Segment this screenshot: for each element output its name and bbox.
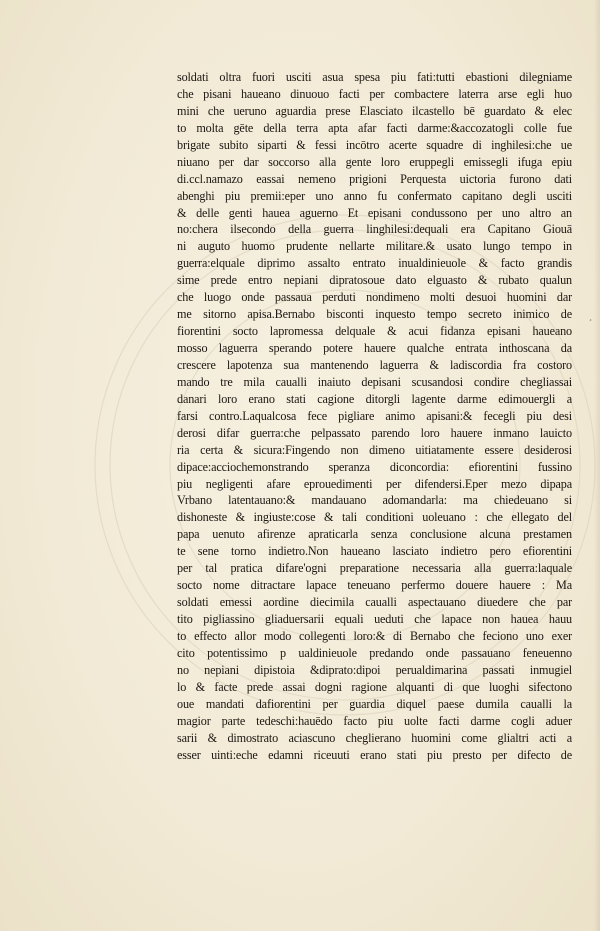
text-line: abenghi piu premii:eper uno anno fu confermato capitano degli usciti bbox=[177, 188, 572, 203]
text-line: papa uenuto afirenze apraticarla senza conclusione alcuna prestamen bbox=[177, 527, 572, 542]
text-line: sarii & dimostrato aciascuno cheglierano huomini come glialtri acti a bbox=[177, 730, 572, 745]
text-line: derosi difar guerra:che pelpassato parendo loro hauere inmano lauicto bbox=[177, 425, 572, 440]
text-line: crescere lapotenza sua mantenendo laguerra & ladiscordia fra costoro bbox=[177, 357, 572, 372]
text-line: magior parte tedeschi:hauēdo facto piu uolte facti darme cogli aduer bbox=[177, 713, 572, 728]
text-line: sime prede entro nepiani dipratosoue dato elguasto & rubato qualun bbox=[177, 273, 572, 288]
text-line: per tal pratica difare'ogni preparatione necessaria alla guerra:laquale bbox=[177, 561, 572, 576]
text-line: oue mandati dafiorentini per guardia diquel paese dumila caualli la bbox=[177, 696, 572, 711]
text-line: mini che ueruno aguardia prese Elasciato ilcastello bē guardato & elec bbox=[177, 103, 572, 118]
text-line: cito potentissimo p ualdinieuole predando onde passauano feneuenno bbox=[177, 645, 572, 660]
text-line: di.ccl.namazo eassai nemeno prigioni Perquesta uictoria furono dati bbox=[177, 171, 572, 186]
text-line: brigate subito siparti & fessi incōtro acerte squadre di inghilesi:che ue bbox=[177, 137, 572, 152]
text-column bbox=[177, 69, 572, 763]
text-line: socto nome ditractare lapace teneuano perfermo douere hauere : Ma bbox=[177, 578, 572, 593]
text-line: fiorentini socto lapromessa delquale & acui fidanza episani haueano bbox=[177, 324, 572, 339]
text-line: niuano per dar soccorso alla gente loro eruppegli emissegli ifuga epiu bbox=[177, 154, 572, 169]
text-line: tito pigliassino gliaduersarii equali ueduti che lapace non hauea hauu bbox=[177, 612, 572, 626]
text-line: guerra:elquale diprimo assalto entrato inualdinieuole & facto grandis bbox=[177, 256, 572, 271]
text-line: ni auguto huomo prudente nellarte militare.& usato lungo tempo in bbox=[177, 239, 572, 254]
text-line: danari loro erano stati cagione ditorgli lagente darme edimouergli a bbox=[177, 391, 572, 406]
text-line: esser uinti:eche edamni riceuuti erano stati piu presto per difecto de bbox=[177, 747, 572, 762]
text-line: farsi contro.Laqualcosa fece pigliare animo apisani:& fecegli piu desi bbox=[177, 408, 572, 423]
margin-mark: ¸ bbox=[589, 311, 592, 321]
text-line: piu negligenti afare eprouedimenti per difendersi.Eper mezo dipapa bbox=[177, 476, 572, 491]
text-line: & delle genti hauea aguerno Et episani condussono per uno altro an bbox=[177, 205, 572, 220]
text-line: dipace:acciochemonstrando speranza diconcordia: efiorentini fussino bbox=[177, 459, 572, 474]
text-line: che pisani haueano dinuouo facti per combactere laterra arse egli huo bbox=[177, 86, 572, 101]
text-line: ria certa & sicura:Fingendo non dimeno uitiatamente essere desiderosi bbox=[177, 442, 572, 457]
text-line: dishoneste & ingiuste:cose & tali conditioni uoleuano : che ellegato del bbox=[177, 510, 572, 525]
text-line: to effecto allor modo collegenti loro:& di Bernabo che feciono uno exer bbox=[177, 628, 572, 643]
text-line: mosso laguerra sperando potere hauere qualche entrata inthoscana da bbox=[177, 341, 572, 355]
text-line: mando tre mila caualli inaiuto depisani scusandosi condire chegliassai bbox=[177, 374, 572, 389]
text-line: soldati oltra fuori usciti asua spesa piu fati:tutti ebastioni dilegniame bbox=[177, 70, 572, 84]
text-line: lo & facte prede assai dogni ragione alquanti di que luoghi sifectono bbox=[177, 679, 572, 694]
text-line: to molta gēte della terra apta afar facti darme:&accozatogli colle fue bbox=[177, 120, 572, 135]
text-line: no nepiani dipistoia &diprato:dipoi perualdimarina passati inmugiel bbox=[177, 662, 572, 677]
text-line: te sene torno indietro.Non haueano lasciato indietro pero efiorentini bbox=[177, 544, 572, 559]
text-line: che luogo onde passaua perduti nondimeno molti desuoi huomini dar bbox=[177, 290, 572, 305]
page-edge-shadow bbox=[594, 0, 600, 931]
text-line: no:chera ilsecondo della guerra linghilesi:dequali era Capitano Giouā bbox=[177, 222, 572, 237]
text-line: me sitorno apisa.Bernabo bisconti inquesto tempo secreto inimico de bbox=[177, 307, 572, 322]
text-line: soldati emessi aordine diecimila caualli aspectauano diuedere che par bbox=[177, 595, 572, 610]
text-line: Vrbano latentauano:& mandauano adomandarla: ma chiedeuano si bbox=[177, 493, 572, 508]
